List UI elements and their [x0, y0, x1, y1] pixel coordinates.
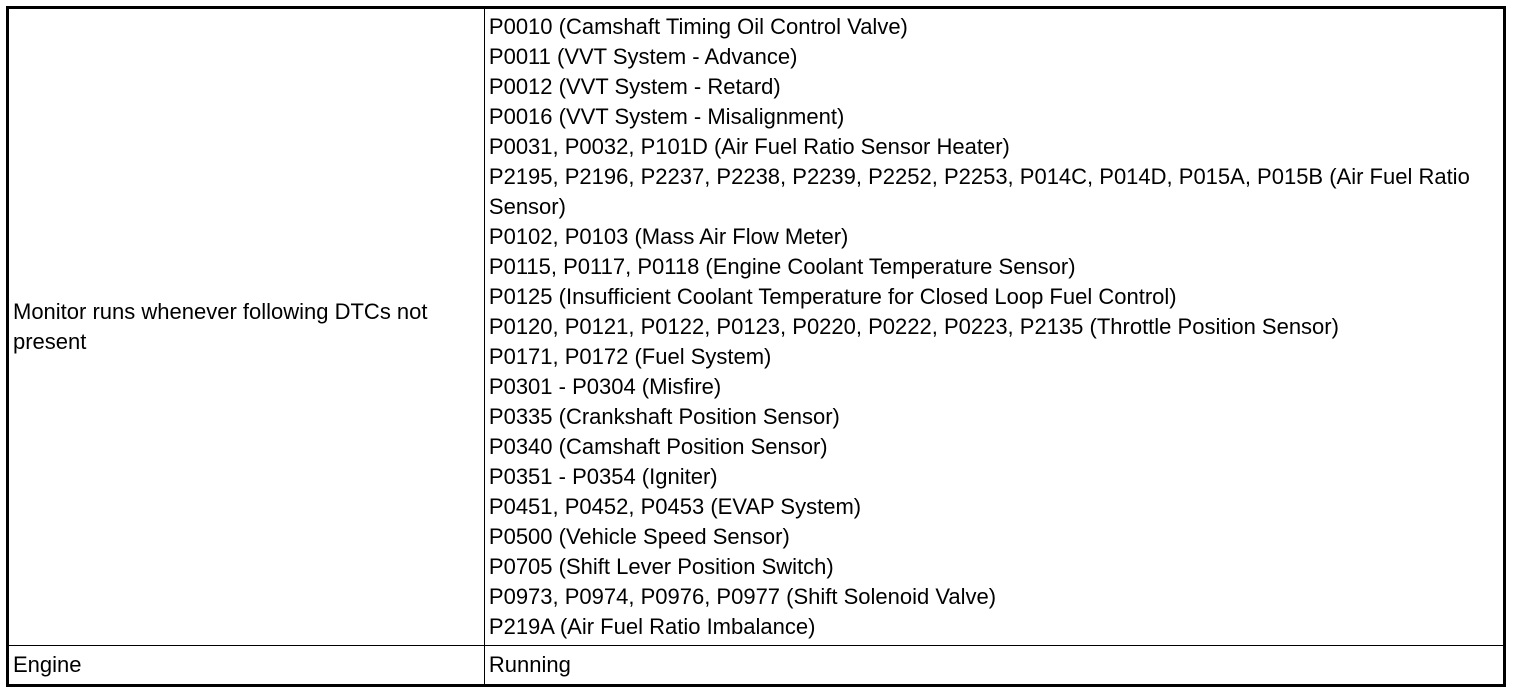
dtc-item: P0301 - P0304 (Misfire) [488, 374, 722, 399]
dtc-item: P0115, P0117, P0118 (Engine Coolant Temperature Sensor) [488, 254, 1076, 279]
engine-label-cell: Engine [8, 646, 485, 686]
dtc-item: P0010 (Camshaft Timing Oil Control Valve) [488, 14, 908, 39]
dtc-item: P2195, P2196, P2237, P2238, P2239, P2252, P2253, P014C, P014D, P015A, P015B (Air Fuel Ratio Sensor) [488, 164, 1470, 219]
dtc-item: P0705 (Shift Lever Position Switch) [488, 554, 834, 579]
dtc-item: P219A (Air Fuel Ratio Imbalance) [488, 614, 816, 639]
dtc-item: P0120, P0121, P0122, P0123, P0220, P0222, P0223, P2135 (Throttle Position Sensor) [488, 314, 1339, 339]
dtc-list-cell [484, 8, 1504, 646]
dtc-list [489, 12, 1499, 642]
dtc-item: P0973, P0974, P0976, P0977 (Shift Solenoid Valve) [488, 584, 997, 609]
dtc-item: P0500 (Vehicle Speed Sensor) [488, 524, 790, 549]
engine-value-cell: Running [484, 646, 1504, 686]
dtc-item: P0031, P0032, P101D (Air Fuel Ratio Sensor Heater) [488, 134, 1010, 159]
table-row-engine [8, 646, 1505, 686]
dtc-item: P0102, P0103 (Mass Air Flow Meter) [488, 224, 849, 249]
dtc-item: P0016 (VVT System - Misalignment) [488, 104, 845, 129]
dtc-item: P0351 - P0354 (Igniter) [488, 464, 718, 489]
dtc-item: P0012 (VVT System - Retard) [488, 74, 781, 99]
dtc-item: P0340 (Camshaft Position Sensor) [488, 434, 828, 459]
dtc-item: P0451, P0452, P0453 (EVAP System) [488, 494, 862, 519]
dtc-item: P0011 (VVT System - Advance) [488, 44, 798, 69]
dtc-item: P0125 (Insufficient Coolant Temperature for Closed Loop Fuel Control) [488, 284, 1177, 309]
conditions-table [6, 6, 1506, 687]
dtc-item: P0171, P0172 (Fuel System) [488, 344, 772, 369]
condition-label-cell: Monitor runs whenever following DTCs not present [8, 8, 485, 646]
dtc-item: P0335 (Crankshaft Position Sensor) [488, 404, 840, 429]
table-row-dtc-conditions [8, 8, 1505, 646]
